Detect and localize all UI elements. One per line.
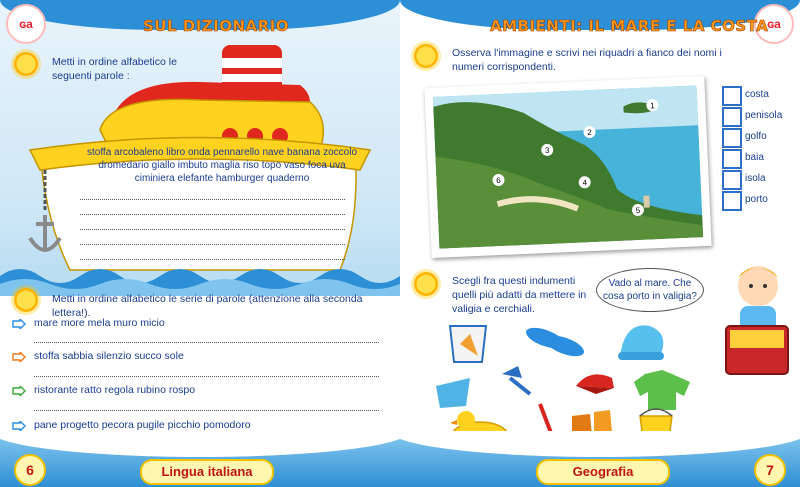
- series-row-2: stoffa sabbia silenzio succo sole: [34, 350, 184, 362]
- swim-fins-icon[interactable]: [436, 378, 470, 408]
- word-list-line-2: dromedario giallo imbuto maglia riso topo vaso foca uva: [98, 160, 346, 171]
- sand-bucket-icon[interactable]: [450, 326, 486, 362]
- sun-icon: [14, 288, 38, 312]
- coast-photo: [433, 85, 703, 248]
- series-row-3: ristorante ratto regola rubino rospo: [34, 384, 196, 396]
- page-title: AMBIENTI: IL MARE E LA COSTA: [490, 17, 769, 35]
- subject-label: Lingua italiana: [140, 459, 274, 485]
- answer-box[interactable]: [722, 86, 742, 106]
- logo-badge: ɢa: [6, 4, 46, 44]
- svg-text:2: 2: [587, 127, 592, 138]
- speech-bubble: Vado al mare. Che cosa porto in valigia?: [596, 268, 704, 312]
- exercise1-instruction: Osserva l'immagine e scrivi nei riquadri a fianco dei nomi i numeri corrispondenti.: [452, 47, 722, 73]
- option-label: golfo: [745, 131, 767, 142]
- answer-box[interactable]: [722, 107, 742, 127]
- answer-line[interactable]: [80, 259, 345, 260]
- exercise2-instruction: Scegli fra questi indumenti quelli più adatti da mettere in valigia e cerchiali.: [452, 275, 587, 315]
- word-list: [72, 146, 372, 185]
- sun-icon: [414, 272, 438, 296]
- answer-line[interactable]: [80, 229, 345, 230]
- subject-label: Geografia: [536, 459, 670, 485]
- page-number: 6: [14, 454, 46, 486]
- rake-icon[interactable]: [502, 366, 530, 394]
- right-page: [400, 0, 800, 487]
- option-label: porto: [745, 194, 768, 205]
- flip-flops-icon[interactable]: [523, 324, 586, 361]
- answer-box[interactable]: [722, 191, 742, 211]
- answer-line[interactable]: [80, 244, 345, 245]
- answer-line[interactable]: [34, 342, 379, 343]
- answer-line[interactable]: [34, 376, 379, 377]
- answer-line[interactable]: [80, 214, 345, 215]
- sweater-icon[interactable]: [634, 370, 690, 410]
- exercise2-instruction: Metti in ordine alfabetico le serie di parole (attenzione alla seconda lettera!).: [52, 293, 363, 319]
- boy-illustration: [718, 256, 796, 386]
- svg-text:5: 5: [635, 205, 641, 216]
- logo-badge: ɢa: [754, 4, 794, 44]
- page-number: 7: [754, 454, 786, 486]
- series-row-4: pane progetto pecora pugile picchio pomodoro: [34, 419, 251, 431]
- answer-line[interactable]: [34, 410, 379, 411]
- exercise1-instruction: Metti in ordine alfabetico le seguenti parole :: [52, 56, 177, 82]
- sun-icon: [414, 44, 438, 68]
- word-list-line-1: stoffa arcobaleno libro onda pennarello nave banana zoccolo: [86, 147, 357, 158]
- sea-waves: [0, 262, 400, 296]
- arrow-icon: [12, 319, 26, 329]
- arrow-icon: [12, 352, 26, 362]
- svg-text:6: 6: [496, 175, 501, 186]
- option-label: penisola: [745, 110, 783, 121]
- answer-line[interactable]: [80, 199, 345, 200]
- option-label: baia: [745, 152, 764, 163]
- option-label: costa: [745, 89, 769, 100]
- sun-icon: [14, 52, 38, 76]
- page-title: SUL DIZIONARIO: [143, 17, 290, 35]
- arrow-icon: [12, 386, 26, 396]
- svg-text:1: 1: [649, 101, 655, 111]
- answer-box[interactable]: [722, 170, 742, 190]
- answer-box[interactable]: [722, 128, 742, 148]
- arrow-icon: [12, 421, 26, 431]
- wool-hat-icon[interactable]: [618, 325, 664, 360]
- series-row-1: mare more mela muro micio: [34, 317, 165, 329]
- word-list-line-3: ciminiera elefante hamburger quaderno: [134, 173, 310, 184]
- svg-text:3: 3: [544, 145, 550, 155]
- svg-text:4: 4: [582, 178, 588, 188]
- cap-icon[interactable]: [576, 374, 614, 394]
- option-label: isola: [745, 173, 766, 184]
- answer-box[interactable]: [722, 149, 742, 169]
- coast-photo-frame: [424, 76, 711, 258]
